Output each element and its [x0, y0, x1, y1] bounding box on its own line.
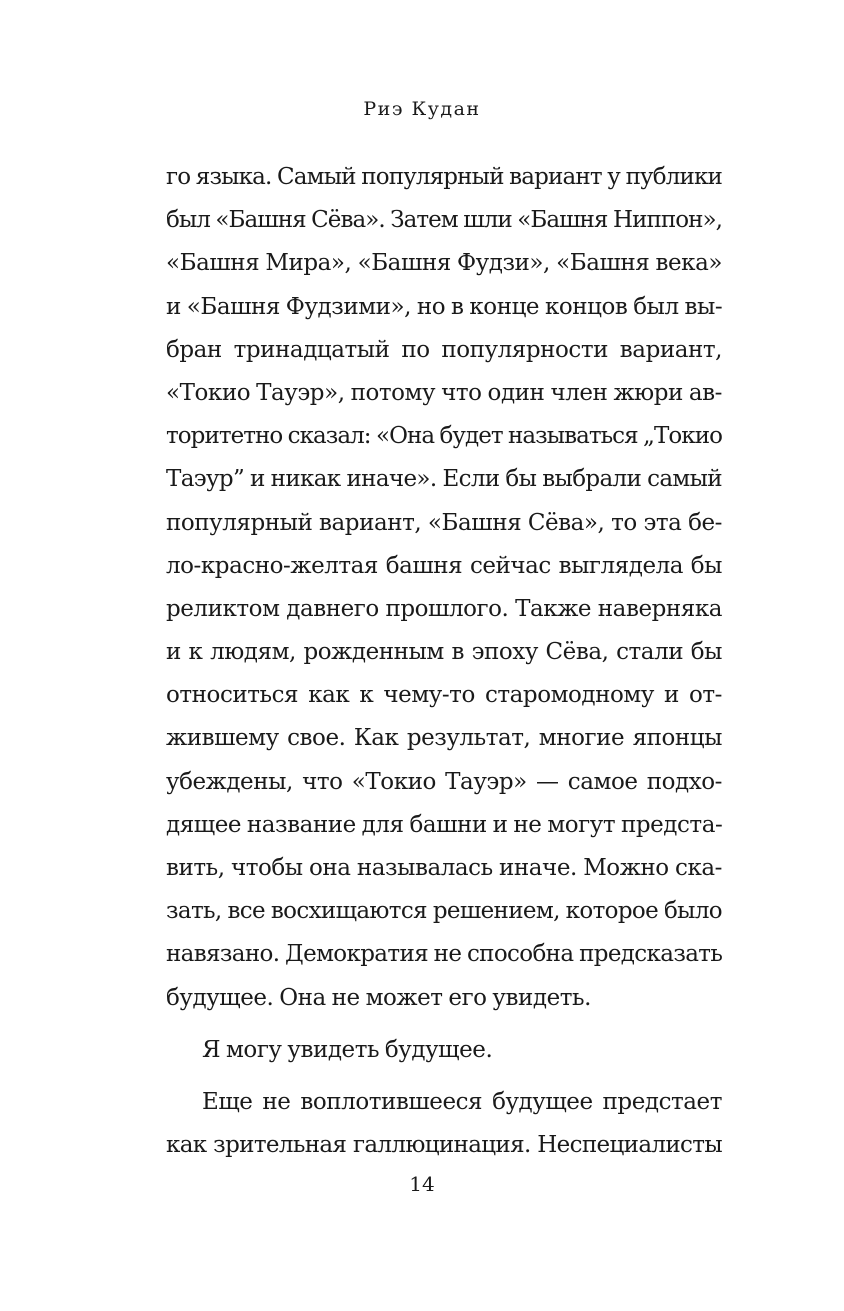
- text-line: убеждены, что «Токио Тауэр» — самое подхо-: [166, 768, 722, 795]
- text-line: популярный вариант, «Башня Сёва», то эта бе-: [166, 509, 722, 536]
- text-line: реликтом давнего прошлого. Также наверняка: [166, 595, 722, 622]
- paragraph-gap: [166, 1020, 722, 1029]
- text-line: был «Башня Сёва». Затем шли «Башня Ниппон»,: [166, 207, 722, 234]
- text-line: вить, чтобы она называлась иначе. Можно ска-: [166, 855, 722, 881]
- paragraph: [166, 1029, 722, 1072]
- text-line: «Токио Тауэр», потому что один член жюри ав-: [166, 379, 722, 406]
- text-line: Таэур” и никак иначе». Если бы выбрали самый: [166, 466, 722, 493]
- text-line: и к людям, рожденным в эпоху Сёва, стали бы: [166, 639, 722, 666]
- text-line: «Башня Мира», «Башня Фудзи», «Башня века»: [166, 250, 722, 277]
- text-line: торитетно сказал: «Она будет называться „Токио: [166, 423, 722, 450]
- running-header: Риэ Кудан: [363, 98, 481, 120]
- paragraph: [166, 1081, 722, 1167]
- text-line: относиться как к чему-то старомодному и от-: [166, 682, 722, 709]
- text-line: го языка. Самый популярный вариант у публики: [166, 164, 722, 190]
- text-line: жившему свое. Как результат, многие японцы: [166, 725, 722, 752]
- page-number: 14: [409, 1172, 435, 1196]
- text-line: бран тринадцатый по популярности вариант,: [166, 336, 722, 363]
- text-line: зать, все восхищаются решением, которое было: [166, 898, 722, 925]
- paragraph-gap: [166, 1072, 722, 1081]
- body-text: [166, 156, 722, 1167]
- text-line: будущее. Она не может его увидеть.: [166, 984, 591, 1011]
- text-line: как зрительная галлюцинация. Неспециалисты: [166, 1132, 722, 1159]
- paragraph: [166, 156, 722, 1020]
- text-line: Еще не воплотившееся будущее предстает: [202, 1088, 722, 1115]
- text-line: ло-красно-желтая башня сейчас выглядела бы: [166, 552, 722, 579]
- text-line: навязано. Демократия не способна предсказать: [166, 941, 723, 968]
- text-line: дящее название для башни и не могут предста-: [166, 811, 723, 838]
- text-line: Я могу увидеть будущее.: [202, 1036, 493, 1063]
- text-line: и «Башня Фудзими», но в конце концов был вы-: [166, 293, 723, 320]
